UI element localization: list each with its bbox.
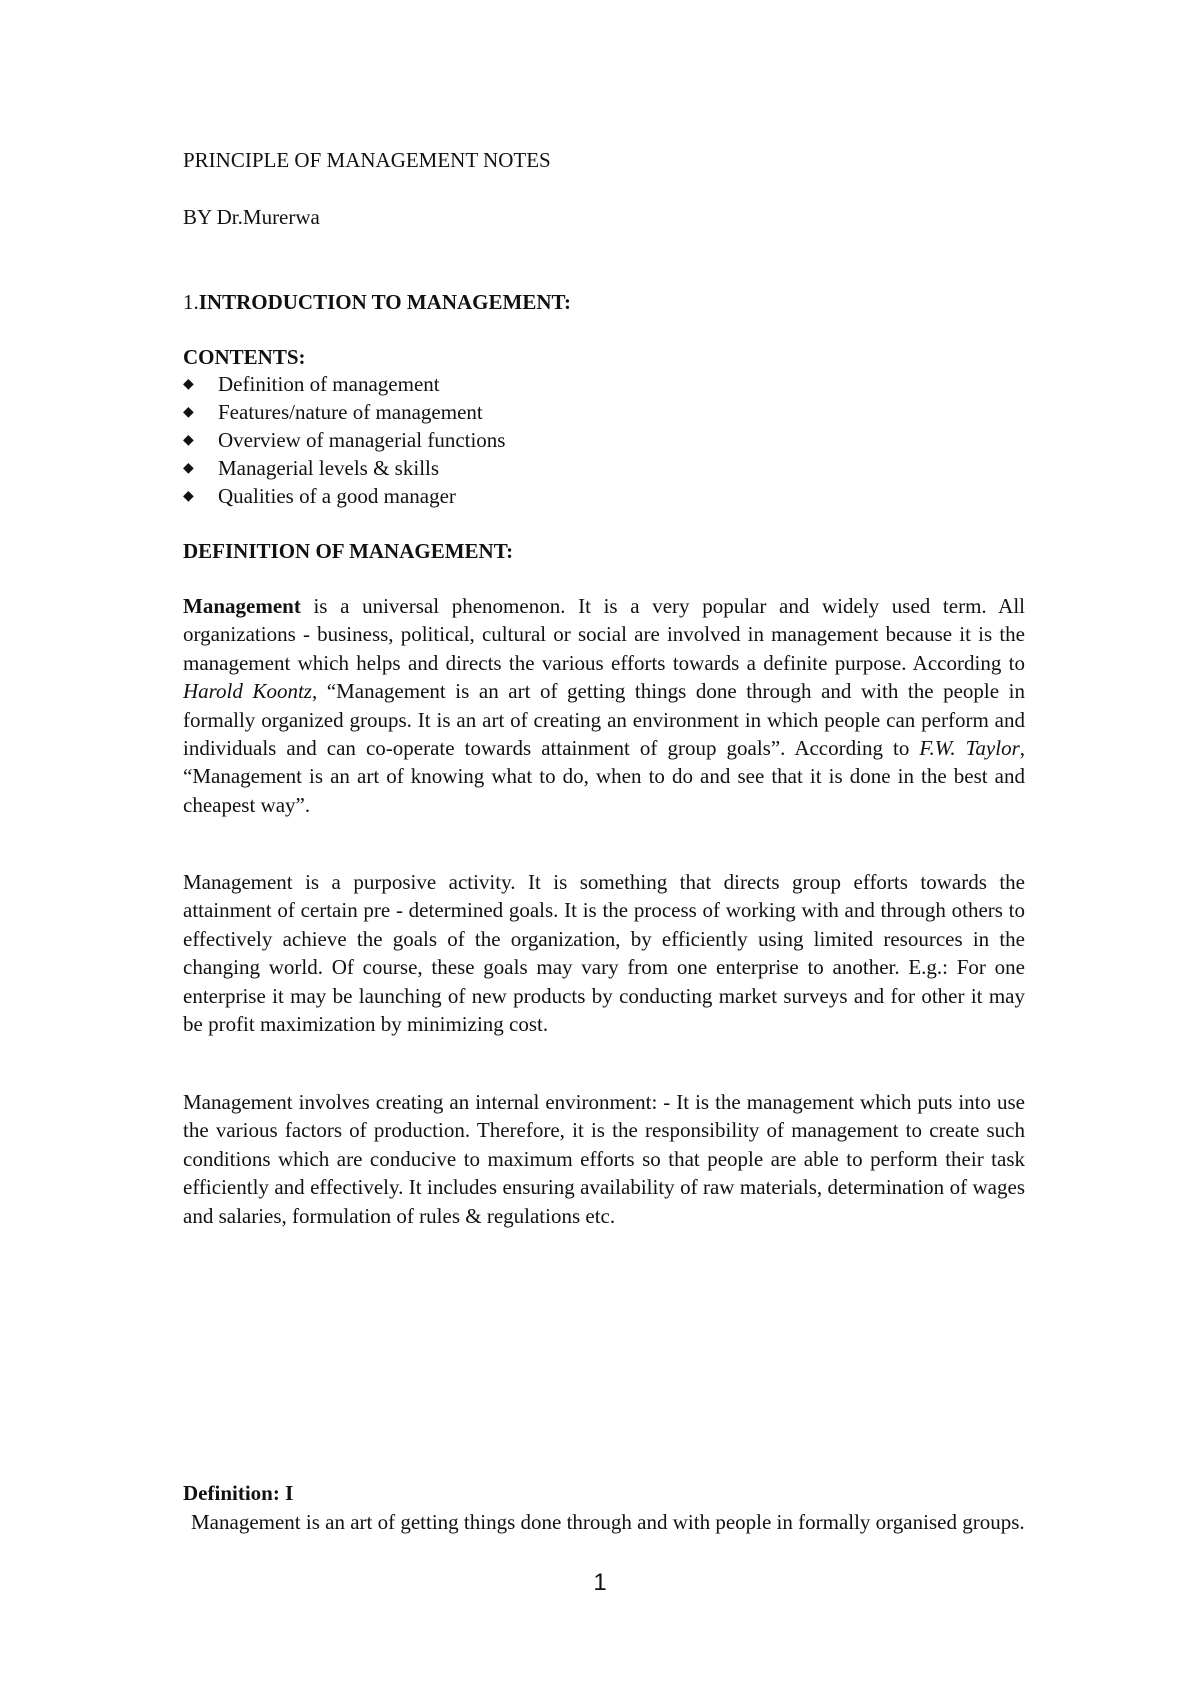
list-item (183, 454, 505, 482)
list-item (183, 426, 505, 454)
diamond-bullet-icon: ◆ (183, 488, 194, 504)
definition-1-text: Management is an art of getting things done through and with people in formally organised groups. (191, 1510, 1025, 1534)
paragraph-lead: Management (183, 594, 301, 618)
list-item-label: Features/nature of management (218, 400, 483, 424)
list-item-label: Managerial levels & skills (218, 456, 440, 480)
section-heading (183, 288, 571, 316)
quoted-author-name: F.W. Taylor (919, 736, 1020, 761)
list-item (183, 370, 505, 398)
section-number: 1. (183, 290, 199, 314)
list-item (183, 482, 505, 510)
contents-list (183, 370, 505, 510)
diamond-bullet-icon: ◆ (183, 460, 194, 476)
definition-1-heading: Definition: I (183, 1481, 294, 1505)
list-item-label: Overview of managerial functions (218, 428, 506, 452)
paragraph-internal-environment: Management involves creating an internal environment: - It is the management which puts into use the various factors of production. Therefore, it is the responsibility of management to create such conditions which are conducive to maximum efforts so that people are able to perform their task efficiently and effectively. It includes ensuring availability of raw materials, determination of wages and salaries, formulation of rules & regulations etc. (183, 1090, 1025, 1228)
paragraph-purposive-activity: Management is a purposive activity. It is something that directs group efforts towards the attainment of certain pre - determined goals. It is the process of working with and through others to effectively achieve the goals of the organization, by efficiently using limited resources in the changing world. Of course, these goals may vary from one enterprise to another. E.g.: For one enterprise it may be launching of new products by conducting market surveys and for other it may be profit maximization by minimizing cost. (183, 870, 1025, 1037)
contents-heading: CONTENTS: (183, 345, 306, 369)
paragraph-text: , “Management is an art of getting things done through and with the people in formally organized groups. It is an art of creating an environment in which people can perform and individuals and can co-operate towards attainment of group goals”. According to (183, 679, 1025, 761)
quoted-author-name: Harold Koontz (183, 679, 312, 704)
document-author: BY Dr.Murerwa (183, 205, 320, 229)
section-title: INTRODUCTION TO MANAGEMENT: (198, 290, 571, 314)
paragraph-text: , “Management is an art of knowing what to do, when to do and see that it is done in the best and cheapest way”. (183, 736, 1026, 817)
list-item-label: Qualities of a good manager (218, 484, 456, 508)
definition-heading: DEFINITION OF MANAGEMENT: (183, 539, 514, 563)
diamond-bullet-icon: ◆ (183, 432, 194, 448)
paragraph-text: is a universal phenomenon. It is a very popular and widely used term. All organizations - business, political, cultural or social are involved in management because it is the management which helps and directs the various efforts towards a definite purpose. According to (183, 594, 1025, 675)
document-title: PRINCIPLE OF MANAGEMENT NOTES (183, 148, 551, 172)
list-item (183, 398, 505, 426)
list-item-label: Definition of management (218, 372, 440, 396)
page-number: 1 (593, 1569, 607, 1596)
diamond-bullet-icon: ◆ (183, 376, 194, 392)
paragraph-definition (183, 592, 1025, 819)
diamond-bullet-icon: ◆ (183, 404, 194, 420)
